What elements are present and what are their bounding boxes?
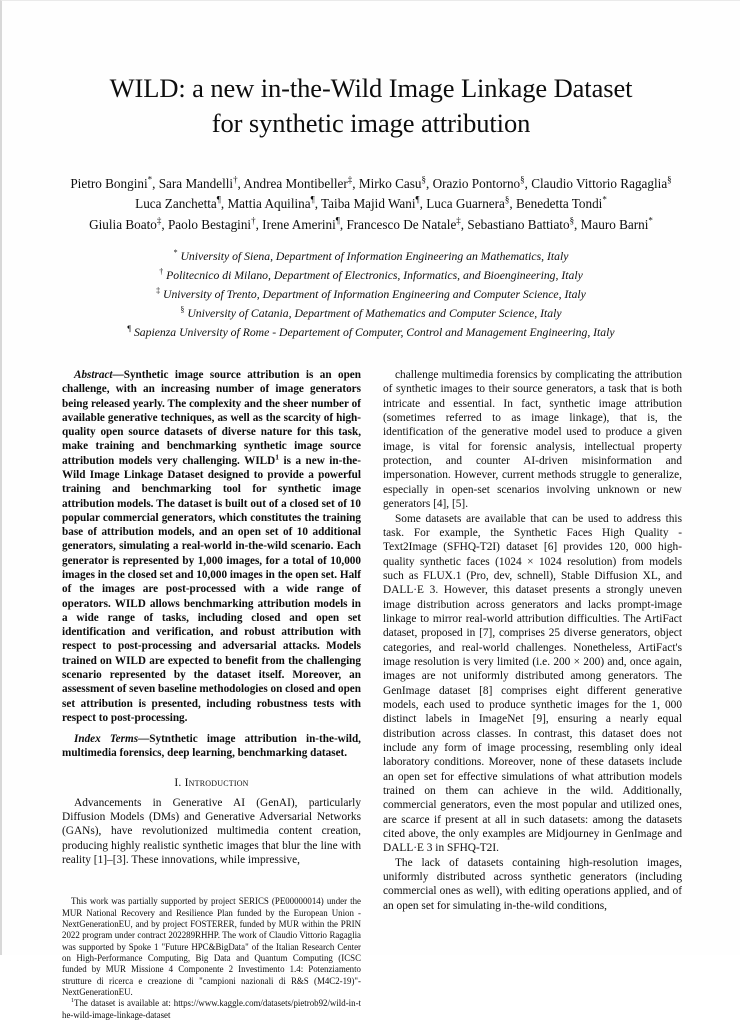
author-affiliation-marker: §: [520, 174, 525, 185]
affiliation-marker: *: [173, 248, 178, 258]
abstract-paragraph: [62, 368, 361, 725]
affiliation-line-5: [62, 324, 680, 343]
author-name: Francesco De Natale: [346, 216, 457, 232]
author-name: Taiba Majid Wani: [321, 196, 416, 212]
right-paragraph-3: The lack of datasets containing high-resolution images, uniformly distributed across synthetic generators (including commercial ones as well), with editing operations applied, and of an open set for simulating in-the-wild conditions,: [383, 856, 682, 912]
right-paragraph-1: challenge multimedia forensics by complicating the attribution of synthetic images to their source generators, a task that is both intricate and essential. In fact, synthetic image attribution (sometimes referred to as image linkage), that is, the identification of the generative model used to produce a given image, is vital for forensic analysis, intellectual property protection, and counter AI-driven misinformation and impersonation. However, current methods struggle to generalize, especially in open-set scenarios involving unknown or new generators [4], [5].: [383, 369, 682, 511]
affiliation-text: University of Siena, Department of Information Engineering an Mathematics, Italy: [180, 250, 569, 264]
author-affiliation-marker: *: [648, 215, 653, 226]
section-heading-introduction: [62, 776, 361, 789]
author-name: Giulia Boato: [89, 216, 157, 232]
left-column: [62, 368, 361, 1021]
author-affiliation-marker: ¶: [216, 195, 221, 205]
footnote-dataset-marker: 1: [71, 998, 75, 1005]
affiliation-text: University of Catania, Department of Mathematics and Computer Science, Italy: [187, 307, 562, 321]
author-line-1: Pietro Bongini*, Sara Mandelli†, Andrea Montibeller‡, Mirko Casu§, Orazio Pontorno§, Claudio Vittorio Ragaglia§: [70, 174, 672, 191]
page-content: [2, 1, 740, 1021]
author-affiliation-marker: ‡: [347, 174, 353, 185]
title-line-1: WILD: a new in-the-Wild Image Linkage Dataset: [109, 73, 633, 103]
author-affiliation-marker: §: [667, 174, 672, 185]
author-name: Paolo Bestagini: [167, 216, 252, 232]
abstract-dash: —: [112, 369, 124, 382]
author-name: Orazio Pontorno: [432, 175, 521, 191]
author-affiliation-marker: ‡: [456, 215, 461, 226]
affiliation-line-1: [62, 248, 680, 267]
author-list: [62, 174, 680, 235]
abstract-footnote-marker: 1: [275, 452, 280, 462]
author-affiliation-marker: ¶: [415, 195, 420, 205]
author-name: Claudio Vittorio Ragaglia: [531, 175, 668, 191]
abstract-text-part-2: is a new in-the-Wild Image Linkage Dataset designed to provide a powerful training and benchmarking tool for synthetic image attribution models. The dataset is built out of a closed set of 10 popular commercial generators, which constitutes the training base of attribution models, and an open set of 10 additional generators, simulating a real-world in-the-wild scenario. Each generator is represented by 1,000 images, for a total of 10,000 images in the closed set and 10,000 images in the open set. Half of the images are post-processed with a wide range of operators. WILD allows benchmarking attribution models in a wide range of tasks, including closed and open set identification and verification, and robust attribution with respect to post-processing and adversarial attacks. Models trained on WILD are expected to benefit from the challenging scenario represented by the dataset itself. Moreover, an assessment of seven baseline methodologies on closed and open set attribution is presented, including robustness tests with respect to post-processing.: [62, 454, 361, 724]
author-name: Mattia Aquilina: [227, 196, 311, 212]
author-line-2: Luca Zanchetta¶, Mattia Aquilina¶, Taiba Majid Wani¶, Luca Guarnera§, Benedetta Tondi*: [135, 195, 607, 212]
intro-paragraph-1: Advancements in Generative AI (GenAI), particularly Diffusion Models (DMs) and Generative Adversarial Networks (GANs), have revolutionized multimedia content creation, producing highly realistic synthetic images that blur the line with reality [1]–[3]. These innovations, while impressive,: [62, 796, 361, 867]
author-affiliation-marker: §: [569, 215, 575, 226]
affiliation-line-4: [62, 305, 680, 324]
affiliation-text: Sapienza University of Rome - Departement of Computer, Control and Management Engineering, Italy: [133, 326, 615, 340]
title-line-2: for synthetic image attribution: [211, 107, 531, 138]
affiliation-line-3: [62, 286, 680, 305]
footnote-dataset: [62, 998, 361, 1021]
index-terms-dash: —: [138, 733, 150, 746]
section-title: Introduction: [184, 775, 249, 789]
author-affiliation-marker: †: [233, 174, 238, 185]
page-title: [62, 71, 680, 141]
affiliation-list: [62, 248, 680, 343]
index-terms-text: Sytnthetic image attribution in-the-wild, multimedia forensics, deep learning, benchmarking dataset.: [62, 733, 361, 760]
footnote-dataset-url[interactable]: https://www.kaggle.com/datasets/pietrob92/wild-in-the-wild-image-linkage-dataset: [62, 998, 361, 1020]
author-affiliation-marker: ‡: [156, 215, 162, 226]
author-name: Luca Guarnera: [426, 196, 505, 212]
author-name: Luca Zanchetta: [135, 196, 217, 212]
affiliation-marker: ‡: [156, 286, 161, 296]
affiliation-marker: §: [180, 305, 185, 315]
author-name: Benedetta Tondi: [515, 196, 603, 212]
footnote-funding: This work was partially supported by project SERICS (PE00000014) under the MUR National Recovery and Resilience Plan funded by the European Union - NextGenerationEU, and by project FOSTERER, funded by MUR within the PRIN 2022 program under contract 202289RHHP. The work of Claudio Vittorio Ragaglia was supported by Spoke 1 "Future HPC&BigData" of the Italian Research Center on High-Performance Computing, Big Data and Quantum Computing (ICSC funded by MUR Missione 4 Componente 2 Investimento 1.4: Potenziamento strutture di ricerca e creazione di "campioni nazionali di R&S (M4C2-19)"- NextGenerationEU.: [62, 896, 361, 998]
author-name: Sara Mandelli: [158, 175, 234, 191]
affiliation-line-2: [62, 267, 680, 286]
body-columns: [62, 368, 680, 1021]
author-name: Sebastiano Battiato: [467, 216, 570, 232]
author-name: Irene Amerini: [262, 216, 336, 232]
author-affiliation-marker: ¶: [310, 195, 315, 205]
footnote-block: [62, 893, 361, 1021]
author-name: Mirko Casu: [358, 175, 422, 191]
author-affiliation-marker: §: [504, 195, 510, 205]
author-name: Pietro Bongini: [70, 175, 148, 191]
right-column: [383, 368, 682, 913]
affiliation-marker: †: [159, 267, 164, 277]
index-terms-paragraph: [62, 732, 361, 761]
affiliation-text: Politecnico di Milano, Department of Electronics, Informatics, and Bioengineering, Italy: [166, 269, 583, 283]
author-name: Andrea Montibeller: [243, 175, 348, 191]
abstract-label: Abstract: [74, 369, 113, 382]
author-affiliation-marker: ¶: [335, 215, 340, 226]
abstract-text-part-1: Synthetic image source attribution is an open challenge, with an increasing number of image generators being released yearly. The complexity and the sheer number of available generative techniques, as well as the scarcity of high-quality open source datasets of diverse nature for this task, make training and benchmarking synthetic image source attribution models very challenging. WILD: [62, 369, 361, 467]
affiliation-marker: ¶: [127, 324, 132, 334]
author-affiliation-marker: *: [602, 195, 607, 205]
author-line-3: Giulia Boato‡, Paolo Bestagini†, Irene Amerini¶, Francesco De Natale‡, Sebastiano Battiato§, Mauro Barni*: [89, 215, 653, 232]
author-affiliation-marker: *: [147, 174, 153, 185]
section-number: I.: [174, 775, 182, 789]
index-terms-label: Index Terms: [74, 733, 139, 746]
author-name: Mauro Barni: [580, 216, 649, 232]
author-affiliation-marker: §: [421, 174, 426, 185]
footnote-dataset-text: The dataset is available at:: [74, 998, 174, 1009]
affiliation-text: University of Trento, Department of Information Engineering and Computer Science, Italy: [163, 288, 586, 302]
author-affiliation-marker: †: [251, 215, 256, 226]
right-paragraph-2: Some datasets are available that can be used to address this task. For example, the Synthetic Faces High Quality - Text2Image (SFHQ-T2I) dataset [6] provides 120, 000 high-quality synthetic faces (1024 × 1024 resolution) from models such as FLUX.1 (Pro, dev, schnell), Stable Diffusion XL, and DALL·E 3. However, this dataset presents a strongly uneven image distribution across generators and lacks prompt-image linkage to mirror real-world attribution difficulties. The ArtiFact dataset, proposed in [7], comprises 25 diverse generators, object categories, and real-world challenges. Nonetheless, ArtiFact's image resolution is very limited (i.e. 200 × 200) and, once again, images are not uniformly distributed among generators. The GenImage dataset [8] comprises eight different generative models, each used to produce synthetic images for the 1, 000 distinct labels in ImageNet [9], ensuring a nearly equal distribution across classes. In contrast, this dataset does not include any form of image processing, resembling only ideal laboratory conditions. Moreover, none of these datasets include an open set for effective simulations of what attribution models trained on them can achieve in the wild. Additionally, commercial generators, even the most popular and utilized ones, are scarce if present at all in such datasets: among the datasets cited above, the only examples are Midjourney in GenImage and DALL·E 3 in SFHQ-T2I.: [383, 512, 682, 855]
